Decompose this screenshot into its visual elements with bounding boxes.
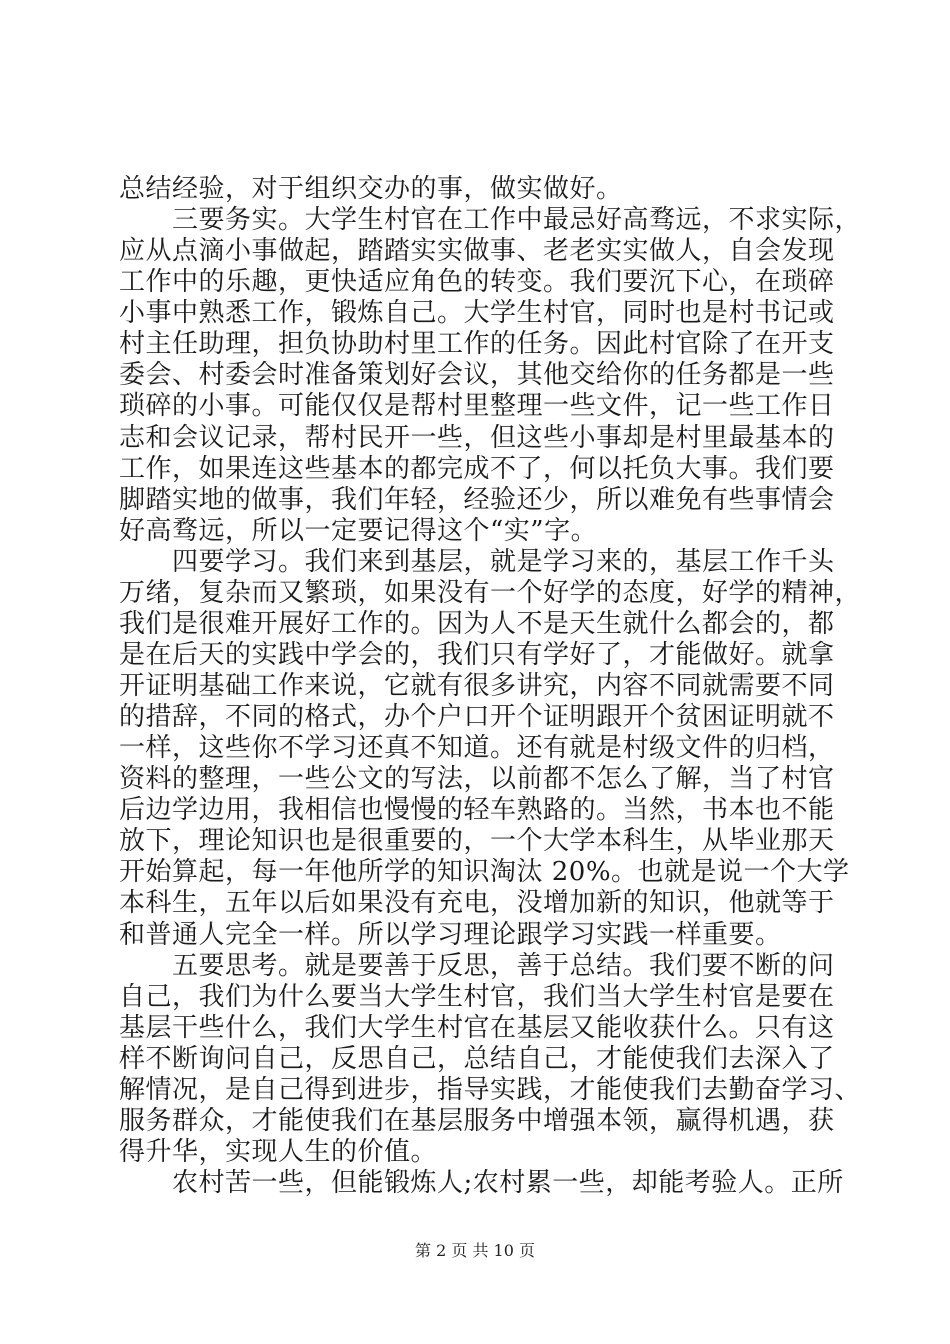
text-line: 本科生，五年以后如果没有充电，没增加新的知识，他就等于	[119, 888, 835, 918]
text-line: 四要学习。我们来到基层，就是学习来的，基层工作千头	[119, 547, 835, 577]
text-line: 是在后天的实践中学会的，我们只有学好了，才能做好。就拿	[119, 640, 835, 670]
text-line: 三要务实。大学生村官在工作中最忌好高骛远，不求实际，	[119, 205, 862, 235]
text-line: 基层干些什么，我们大学生村官在基层又能收获什么。只有这	[119, 1013, 835, 1043]
text-line: 工作中的乐趣，更快适应角色的转变。我们要沉下心，在琐碎	[119, 267, 835, 297]
text-line: 放下，理论知识也是很重要的，一个大学本科生，从毕业那天	[119, 826, 835, 856]
text-line: 后边学边用，我相信也慢慢的轻车熟路的。当然，书本也不能	[119, 795, 835, 825]
text-line: 小事中熟悉工作，锻炼自己。大学生村官，同时也是村书记或	[119, 298, 835, 328]
text-line: 好高骛远，所以一定要记得这个“实”字。	[119, 516, 598, 546]
text-line: 琐碎的小事。可能仅仅是帮村里整理一些文件，记一些工作日	[119, 391, 835, 421]
text-line: 万绪，复杂而又繁琐，如果没有一个好学的态度，好学的精神，	[119, 578, 862, 608]
text-line: 一样，这些你不学习还真不知道。还有就是村级文件的归档，	[119, 733, 835, 763]
text-line: 工作，如果连这些基本的都完成不了，何以托负大事。我们要	[119, 454, 835, 484]
text-line: 自己，我们为什么要当大学生村官，我们当大学生村官是要在	[119, 982, 835, 1012]
text-line: 服务群众，才能使我们在基层服务中增强本领，赢得机遇，获	[119, 1106, 835, 1136]
text-line: 农村苦一些，但能锻炼人;农村累一些，却能考验人。正所	[119, 1168, 844, 1198]
text-line: 的措辞，不同的格式，办个户口开个证明跟开个贫困证明就不	[119, 702, 835, 732]
text-line: 开证明基础工作来说，它就有很多讲究，内容不同就需要不同	[119, 671, 835, 701]
text-line: 和普通人完全一样。所以学习理论跟学习实践一样重要。	[119, 920, 782, 950]
page-number-footer: 第 2 页 共 10 页	[415, 1241, 535, 1260]
text-line: 村主任助理，担负协助村里工作的任务。因此村官除了在开支	[119, 329, 835, 359]
text-line: 我们是很难开展好工作的。因为人不是天生就什么都会的，都	[119, 609, 835, 639]
text-line: 总结经验，对于组织交办的事，做实做好。	[119, 174, 623, 204]
text-line: 资料的整理，一些公文的写法，以前都不怎么了解，当了村官	[119, 764, 835, 794]
text-line: 脚踏实地的做事，我们年轻，经验还少，所以难免有些事情会	[119, 485, 835, 515]
text-line: 样不断询问自己，反思自己，总结自己，才能使我们去深入了	[119, 1044, 835, 1074]
text-line: 应从点滴小事做起，踏踏实实做事、老老实实做人，自会发现	[119, 236, 835, 266]
text-line: 委会、村委会时准备策划好会议，其他交给你的任务都是一些	[119, 360, 835, 390]
text-line: 志和会议记录，帮村民开一些，但这些小事却是村里最基本的	[119, 423, 835, 453]
text-line: 得升华，实现人生的价值。	[119, 1137, 438, 1167]
text-line: 解情况，是自己得到进步，指导实践，才能使我们去勤奋学习、	[119, 1075, 862, 1105]
text-line: 开始算起，每一年他所学的知识淘汰 20%。也就是说一个大学	[119, 857, 850, 887]
text-line: 五要思考。就是要善于反思，善于总结。我们要不断的问	[119, 951, 835, 981]
